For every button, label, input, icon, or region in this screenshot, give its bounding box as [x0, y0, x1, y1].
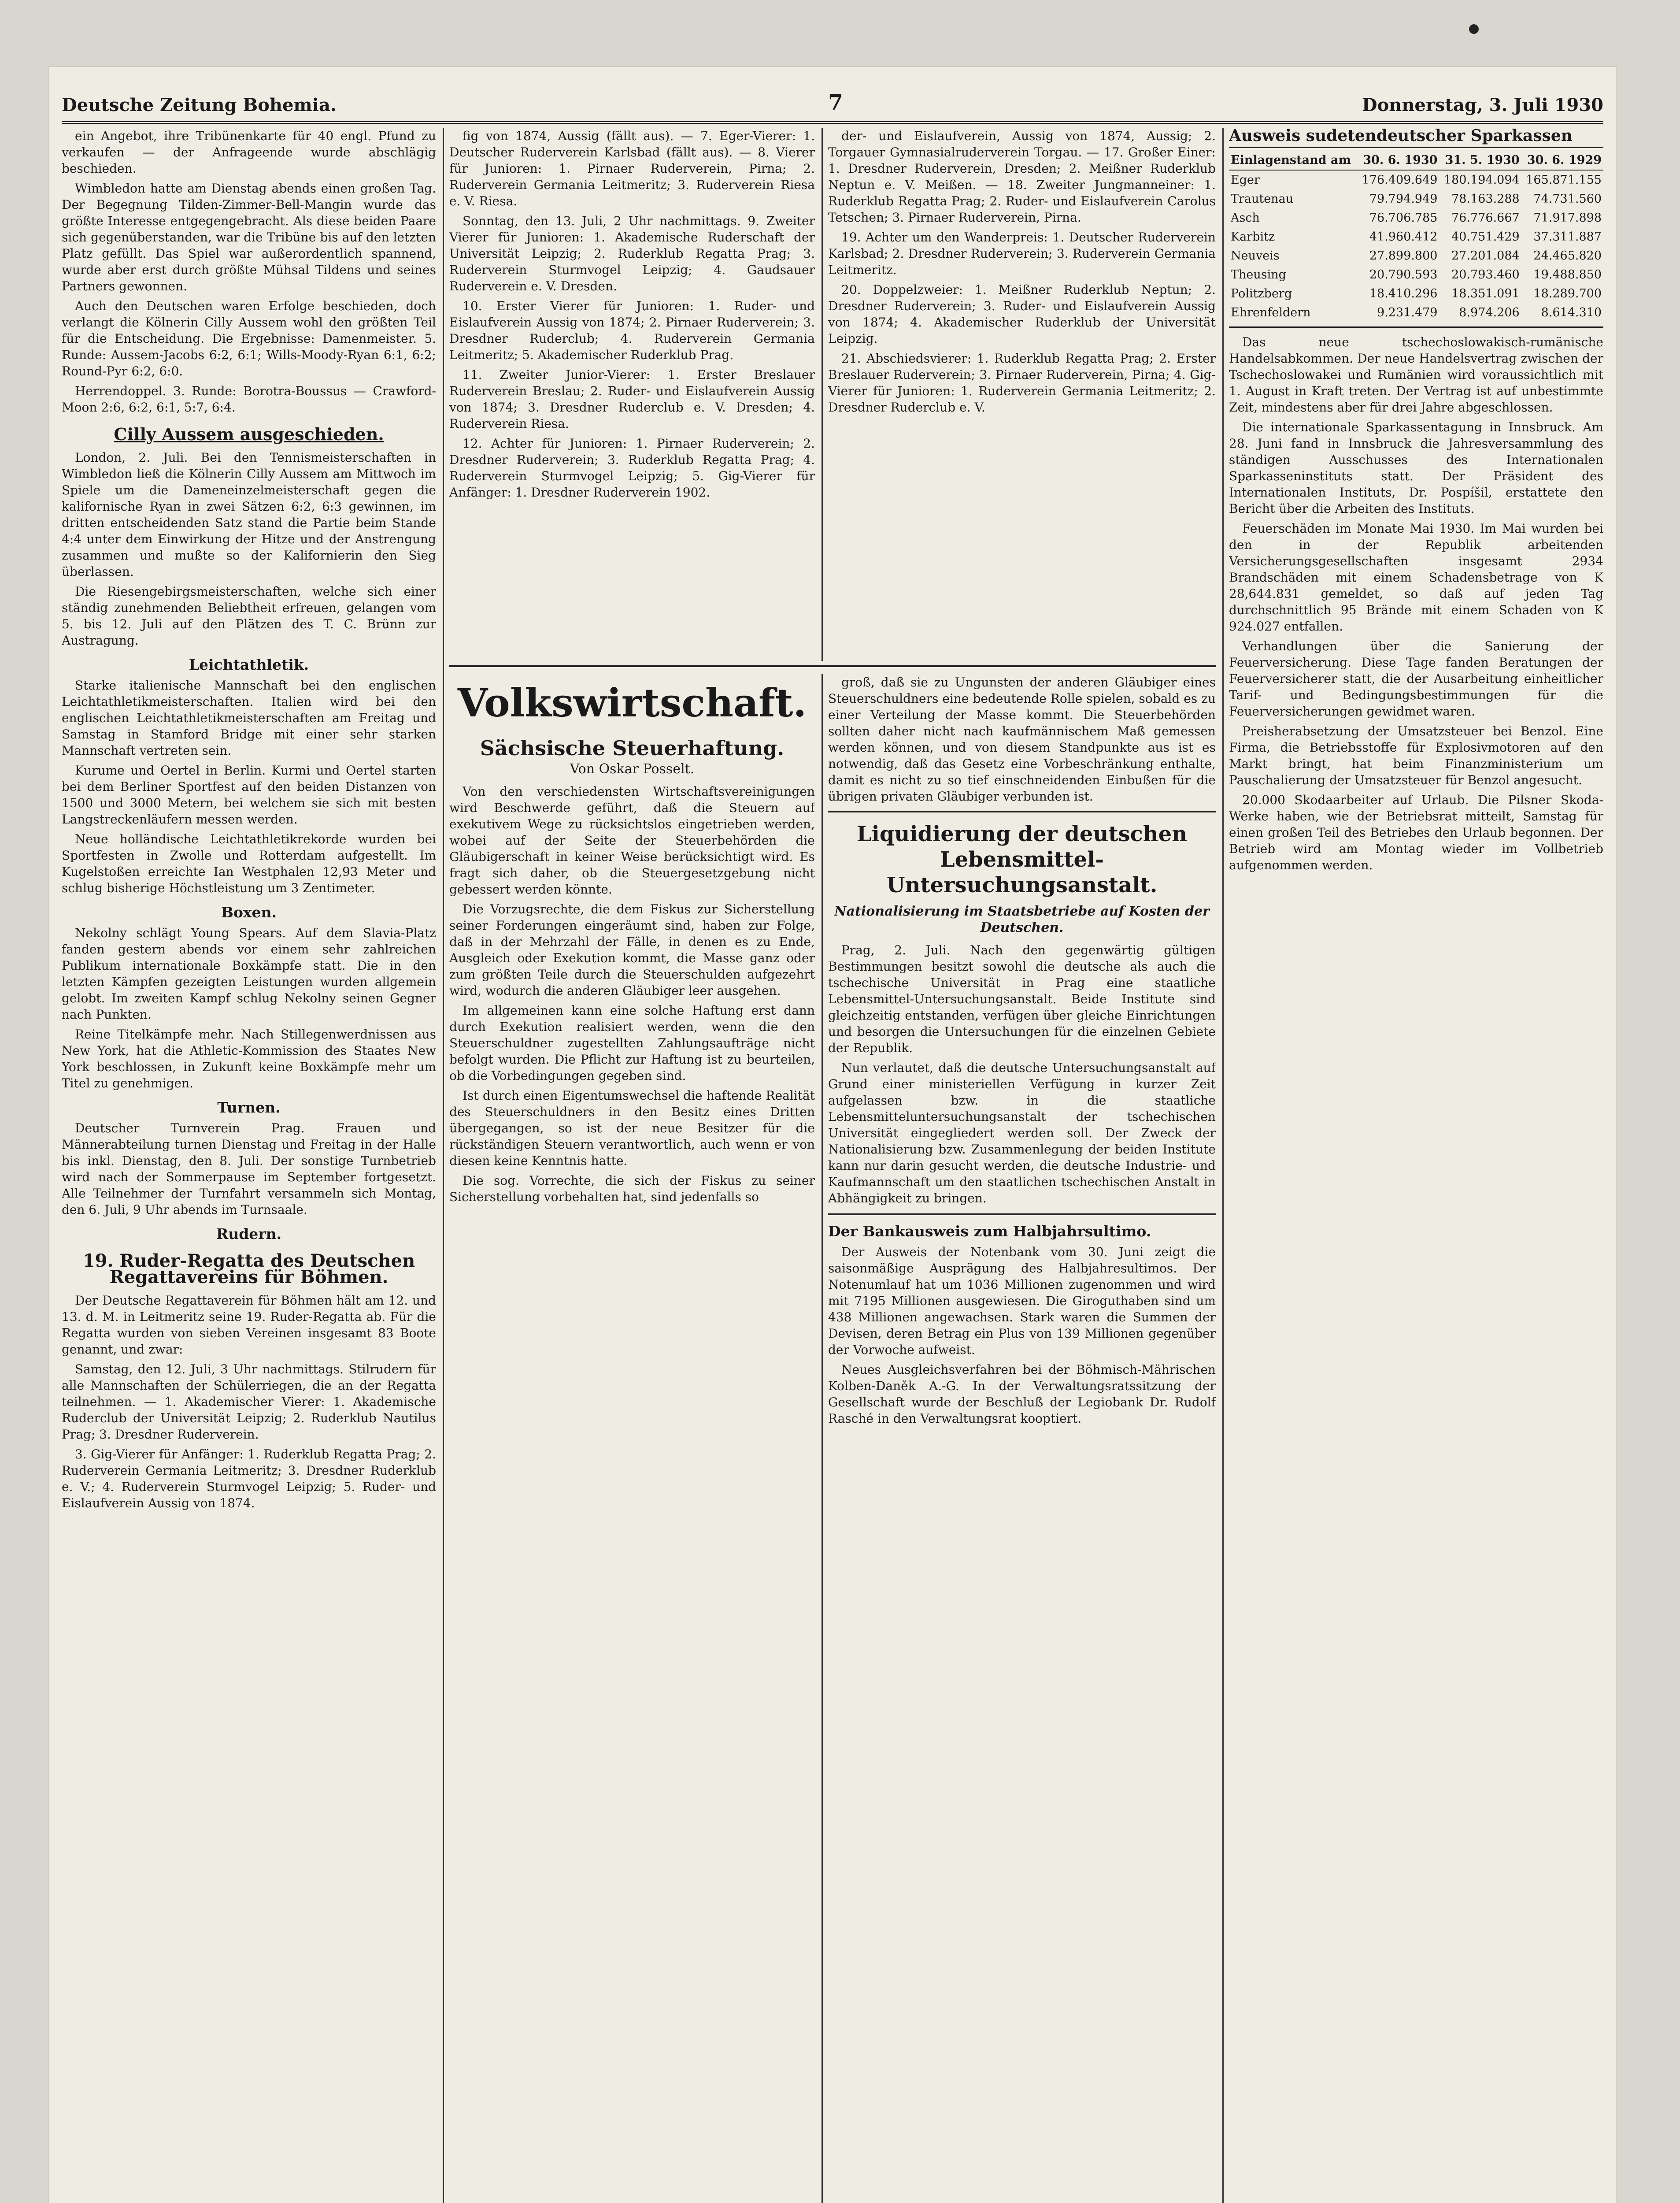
table-cell: 180.194.094	[1443, 173, 1520, 187]
section-heading-tennis: Cilly Aussem ausgeschieden.	[114, 424, 384, 444]
table-cell: 71.917.898	[1533, 211, 1602, 225]
table-cell: Trautenau	[1231, 192, 1294, 206]
column-economy	[449, 674, 815, 2203]
table-cell: 76.776.667	[1451, 211, 1520, 225]
column-rule	[821, 674, 823, 2203]
table-row	[1229, 189, 1603, 208]
masthead	[62, 90, 1603, 124]
column-economy-2	[828, 674, 1216, 2203]
column-header: 30. 6. 1930	[1357, 151, 1439, 170]
column-rule	[821, 128, 823, 661]
table-cell: 20.790.593	[1369, 268, 1438, 282]
table-cell: 18.351.091	[1451, 287, 1520, 300]
article-paragraph: Der Ausweis der Notenbank vom 30. Juni zeigt die saisonmäßige Ausprägung des Halbjahresultimos. Der Notenumlauf hat um 1036 Millionen zugenommen und wird mit 7195 Millionen ausgewiesen. Die Giroguthaben sind um 438 Millionen angewachsen. Stark waren die Summen der Devisen, deren Betrag ein Plus von 139 Millionen gegenüber der Vorwoche aufweist.	[828, 1245, 1216, 1357]
savings-table	[1229, 151, 1603, 322]
article-byline: Von Oskar Posselt.	[570, 761, 695, 777]
article-paragraph: Nekolny schlägt Young Spears. Auf dem Slavia-Platz fanden gestern abends vor einem sehr zahlreichen Publikum internationale Boxkämpfe statt. Die in den letzten Kämpfen gezeigten Leistungen wurden allgemein gelobt. Im zweiten Kampf schlug Nekolny seinen Gegner nach Punkten.	[62, 926, 436, 1022]
table-header-row	[1229, 151, 1603, 170]
regatta-headline: 19. Ruder-Regatta des Deutschen Regattavereins für Böhmen.	[82, 1250, 415, 1287]
article-paragraph: London, 2. Juli. Bei den Tennismeisterschaften in Wimbledon ließ die Kölnerin Cilly Aussem am Mittwoch im Spiele um die Dameneinzelmeisterschaft gegen die kalifornische Ryan in zwei Sätzen 6:2, 6:3 gewinnen, im dritten entscheidenden Satz stand die Partie beim Stande 4:4 unter dem Einwirkung der Hitze und der Anstrengung zusammen und mußte so der Kalifornierin den Sieg überlassen.	[62, 450, 436, 579]
article-paragraph: 20.000 Skodaarbeiter auf Urlaub. Die Pilsner Skoda-Werke haben, wie der Betriebsrat mitteilt, Samstag für einen großen Teil des Betriebes den Urlaub begonnen. Der Betrieb wird am Montag wieder im Vollbetrieb aufgenommen werden.	[1229, 793, 1603, 872]
table-cell: 18.289.700	[1533, 287, 1602, 300]
table-cell: 18.410.296	[1369, 287, 1438, 300]
column-header: 31. 5. 1930	[1439, 151, 1521, 170]
article-paragraph: Herrendoppel. 3. Runde: Borotra-Boussus — Crawford-Moon 2:6, 6:2, 6:1, 5:7, 6:4.	[62, 384, 436, 415]
section-heading-boxing: Boxen.	[221, 904, 277, 921]
column-header: Einlagenstand am	[1229, 151, 1357, 170]
table-row	[1229, 227, 1603, 246]
article-paragraph: Im allgemeinen kann eine solche Haftung erst dann durch Exekution realisiert werden, wenn die den Steuerschuldner zugestellten Zahlungsaufträge nicht befolgt wurden. Die Pflicht zur Haftung ist zu beurteilen, ob die Vorbedingungen gegeben sind.	[449, 1003, 815, 1083]
article-paragraph: Preisherabsetzung der Umsatzsteuer bei Benzol. Eine Firma, die Betriebsstoffe für Explosivmotoren auf den Markt bringt, hat beim Finanzministerium um Pauschalierung der Umsatzsteuer für Benzol angesucht.	[1229, 724, 1603, 787]
column-sports-2	[449, 128, 815, 661]
article-paragraph: Prag, 2. Juli. Nach den gegenwärtig gültigen Bestimmungen besitzt sowohl die deutsche als auch die tschechische Universität in Prag eine staatliche Lebensmittel-Untersuchungsanstalt. Beide Institute sind gleichzeitig entstanden, verfügen über gleiche Einrichtungen und besorgen die Untersuchungen für die einzelnen Gebiete der Republik.	[828, 943, 1216, 1055]
article-paragraph: Deutscher Turnverein Prag. Frauen und Männerabteilung turnen Dienstag und Freitag in der Halle bis inkl. Dienstag, den 8. Juli. Der sonstige Turnbetrieb wird nach der Sommerpause im September fortgesetzt. Alle Teilnehmer der Turnfahrt versammeln sich Montag, den 6. Juli, 9 Uhr abends im Turnsaale.	[62, 1121, 436, 1217]
article-paragraph: 11. Zweiter Junior-Vierer: 1. Erster Breslauer Ruderverein Breslau; 2. Ruder- und Eislaufverein Aussig von 1874; 3. Dresdner Ruderclub e. V. Dresden; 4. Ruderverein Riesa.	[449, 367, 815, 431]
table-cell: Eger	[1231, 173, 1260, 187]
article-paragraph: 20. Doppelzweier: 1. Meißner Ruderklub Neptun; 2. Dresdner Ruderverein; 3. Ruder- und Eislaufverein Aussig von 1874; 4. Akademischer Ruderklub der Universität Leipzig.	[828, 282, 1216, 346]
article-paragraph: Neue holländische Leichtathletikrekorde wurden bei Sportfesten in Zwolle und Rotterdam aufgestellt. Im Kugelstoßen erreichte Ian Westphalen 12,93 Meter und schlug bisherige Höchstleistung um 3 Zentimeter.	[62, 832, 436, 895]
page-number: 7	[828, 90, 843, 115]
section-headline-economy: Volkswirtschaft.	[457, 680, 807, 726]
table-cell: 78.163.288	[1451, 192, 1520, 206]
article-paragraph: Kurume und Oertel in Berlin. Kurmi und Oertel starten bei dem Berliner Sportfest auf den beiden Distanzen von 1500 und 3000 Metern, bei welchem sie sich mit besten Langstreckenläufern messen werden.	[62, 763, 436, 827]
article-paragraph: Samstag, den 12. Juli, 3 Uhr nachmittags. Stilrudern für alle Mannschaften der Schülerriegen, die an der Regatta teilnehmen. — 1. Akademischer Vierer: 1. Akademische Ruderclub der Universität Leipzig; 2. Ruderklub Nautilus Prag; 3. Dresdner Ruderverein.	[62, 1362, 436, 1442]
table-cell: 79.794.949	[1369, 192, 1438, 206]
article-paragraph: Die sog. Vorrechte, die sich der Fiskus zu seiner Sicherstellung vorbehalten hat, sind jedenfalls so	[449, 1173, 815, 1204]
column-sports-3	[828, 128, 1216, 661]
column-rule	[443, 128, 444, 2203]
column-economy-right	[1229, 128, 1603, 2203]
newspaper-page	[48, 66, 1617, 2203]
table-cell: 165.871.155	[1526, 173, 1602, 187]
article-paragraph: Nun verlautet, daß die deutsche Untersuchungsanstalt auf Grund einer ministeriellen Verfügung in kurzer Zeit aufgelassen bzw. in die staatliche Lebensmitteluntersuchungsanstalt der tschechischen Universität eingegliedert werden soll. Der Zweck der Nationalisierung bzw. Zusammenlegung der beiden Institute kann nur darin gesucht werden, die deutsche Industrie- und Kaufmannschaft um den staatlichen tschechischen Anstalt in Abhängigkeit zu bringen.	[828, 1061, 1216, 1205]
table-cell: Asch	[1231, 211, 1260, 225]
paper-name: Deutsche Zeitung Bohemia.	[62, 95, 337, 115]
article-paragraph: 21. Abschiedsvierer: 1. Ruderklub Regatta Prag; 2. Erster Breslauer Ruderverein; 3. Pirnaer Ruderverein, Pirna; 4. Gig-Vierer für Junioren: 1. Ruderverein Germania Leitmeritz; 2. Dresdner Ruderclub e. V.	[828, 351, 1216, 415]
article-paragraph: der- und Eislaufverein, Aussig von 1874, Aussig; 2. Torgauer Gymnasialruderverein Torgau. — 17. Großer Einer: 1. Dresdner Ruderverein, Dresden; 2. Meißner Ruderklub Neptun e. V. Meißen. — 18. Zweiter Jungmanneiner: 1. Ruderklub Regatta Prag; 2. Ruder- und Eislaufverein Carolus Tetschen; 3. Pirnaer Ruderverein, Pirna.	[828, 129, 1216, 225]
article-paragraph: Auch den Deutschen waren Erfolge beschieden, doch verlangt die Kölnerin Cilly Aussem wohl den größten Teil für die Entscheidung. Die Ergebnisse: Damenmeister. 5. Runde: Aussem-Jacobs 6:2, 6:1; Wills-Moody-Ryan 6:1, 6:2; Round-Pyr 6:2, 6:0.	[62, 299, 436, 378]
table-row	[1229, 246, 1603, 265]
column-header: 30. 6. 1929	[1521, 151, 1603, 170]
article-paragraph: 12. Achter für Junioren: 1. Pirnaer Ruderverein; 2. Dresdner Ruderverein; 3. Ruderklub Regatta Prag; 4. Ruderverein Sturmvogel Leipzig; 5. Gig-Vierer für Anfänger: 1. Dresdner Ruderverein 1902.	[449, 436, 815, 500]
table-cell: 176.409.649	[1362, 173, 1438, 187]
table-row	[1229, 303, 1603, 322]
table-cell: Politzberg	[1231, 287, 1292, 300]
table-cell: 20.793.460	[1451, 268, 1520, 282]
table-cell: 27.899.800	[1369, 249, 1438, 263]
article-title: Liquidierung der deutschen Lebensmittel-Untersuchungsanstalt.	[856, 822, 1188, 898]
table-title: Ausweis sudetendeutscher Sparkassen	[1229, 128, 1603, 148]
table-row	[1229, 170, 1603, 189]
table-cell: 76.706.785	[1369, 211, 1438, 225]
table-row	[1229, 208, 1603, 227]
table-cell: 37.311.887	[1533, 230, 1602, 244]
table-row	[1229, 284, 1603, 303]
table-cell: Neuveis	[1231, 249, 1280, 263]
article-paragraph: Ist durch einen Eigentumswechsel die haftende Realität des Steuerschuldners in den Besitz eines Dritten übergegangen, so ist der neue Besitzer für die rückständigen Steuern verantwortlich, auch wenn er von diesen keine Kenntnis hatte.	[449, 1088, 815, 1168]
article-paragraph: ein Angebot, ihre Tribünenkarte für 40 engl. Pfund zu verkaufen — der Anfrageende wurde abschlägig beschieden.	[62, 129, 436, 176]
article-paragraph: Von den verschiedensten Wirtschaftsvereinigungen wird Beschwerde geführt, daß die Steuern auf exekutivem Wege zu rücksichtslos eingetrieben werden, wobei auf der Seite der Steuerbehörden die Gläubigerschaft in keiner Weise berücksichtigt wird. Es fragt sich daher, ob die Steuergesetzgebung nicht gebessert werden könnte.	[449, 784, 815, 897]
table-cell: 8.614.310	[1541, 306, 1602, 319]
table-cell: 19.488.850	[1533, 268, 1602, 282]
article-paragraph: Starke italienische Mannschaft bei den englischen Leichtathletikmeisterschaften. Italien wird bei den englischen Leichtathletikmeisterschaften am Freitag und Samstag in Stamford Bridge mit einer sehr starken Mannschaft vertreten sein.	[62, 678, 436, 758]
table-cell: 8.974.206	[1459, 306, 1520, 319]
article-paragraph: Die Riesengebirgsmeisterschaften, welche sich einer ständig zunehmenden Beliebtheit erfreuen, gelangen vom 5. bis 12. Juli auf den Plätzen des T. C. Brünn zur Austragung.	[62, 584, 436, 648]
issue-date: Donnerstag, 3. Juli 1930	[1362, 95, 1603, 115]
section-heading-gymnastics: Turnen.	[217, 1099, 281, 1116]
table-cell: 27.201.084	[1451, 249, 1520, 263]
article-subtitle: Nationalisierung im Staatsbetriebe auf Kosten der Deutschen.	[834, 904, 1210, 935]
article-paragraph: Verhandlungen über die Sanierung der Feuerversicherung. Diese Tage fanden Beratungen der Feuerversicherer statt, die der Ausarbeitung einheitlicher Tarif- und Bedingungsbestimmungen für die Feuerversicherungen gewidmet waren.	[1229, 639, 1603, 719]
article-paragraph: 10. Erster Vierer für Junioren: 1. Ruder- und Eislaufverein Aussig von 1874; 2. Pirnaer Ruderverein; 3. Dresdner Ruderclub; 4. Ruderverein Germania Leitmeritz; 5. Akademischer Ruderklub Prag.	[449, 299, 815, 362]
article-paragraph: Neues Ausgleichsverfahren bei der Böhmisch-Mährischen Kolben-Daněk A.-G. In der Verwaltungsratssitzung der Gesellschaft wurde der Beschluß der Legiobank Dr. Rudolf Rasché in den Verwaltungsrat kooptiert.	[828, 1362, 1216, 1426]
table-row	[1229, 265, 1603, 284]
article-paragraph: 3. Gig-Vierer für Anfänger: 1. Ruderklub Regatta Prag; 2. Ruderverein Germania Leitmeritz; 3. Dresdner Ruderklub e. V.; 4. Ruderverein Sturmvogel Leipzig; 5. Ruder- und Eislaufverein Aussig von 1874.	[62, 1447, 436, 1510]
column-sports-1	[62, 128, 436, 2203]
table-cell: Ehrenfeldern	[1231, 306, 1311, 319]
section-heading-athletics: Leichtathletik.	[189, 656, 309, 673]
section-divider	[449, 665, 1216, 667]
table-cell: 40.751.429	[1451, 230, 1520, 244]
article-paragraph: Reine Titelkämpfe mehr. Nach Stillegenwerdnissen aus New York, hat die Athletic-Kommission des Staates New York beschlossen, in Zukunft keine Boxkämpfe mehr um Titel zu genehmigen.	[62, 1027, 436, 1090]
table-cell: Karbitz	[1231, 230, 1275, 244]
table-cell: 24.465.820	[1533, 249, 1602, 263]
article-paragraph: Der Deutsche Regattaverein für Böhmen hält am 12. und 13. d. M. in Leitmeritz seine 19. Ruder-Regatta ab. Für die Regatta wurden von sieben Vereinen insgesamt 83 Boote genannt, und zwar:	[62, 1293, 436, 1357]
table-cell: Theusing	[1231, 268, 1286, 282]
punch-hole-mark	[1469, 24, 1479, 34]
article-paragraph: Sonntag, den 13. Juli, 2 Uhr nachmittags. 9. Zweiter Vierer für Junioren: 1. Akademische Ruderschaft der Universität Leipzig; 2. Ruderklub Regatta Prag; 3. Ruderverein Sturmvogel Leipzig; 4. Gaudsauer Ruderverein e. V. Dresden.	[449, 214, 815, 293]
article-paragraph: Feuerschäden im Monate Mai 1930. Im Mai wurden bei den in der Republik arbeitenden Versicherungsgesellschaften insgesamt 2934 Brandschäden mit einem Schadensbetrage von K 28,644.831 gemeldet, so daß auf jeden Tag durchschnittlich 95 Brände mit einem Schaden von K 924.027 entfallen.	[1229, 521, 1603, 634]
table-cell: 9.231.479	[1377, 306, 1438, 319]
section-heading-rowing: Rudern.	[216, 1225, 282, 1242]
article-title: Der Bankausweis zum Halbjahrsultimo.	[828, 1223, 1151, 1240]
column-rule	[1222, 128, 1224, 2203]
article-paragraph: fig von 1874, Aussig (fällt aus). — 7. Eger-Vierer: 1. Deutscher Ruderverein Karlsbad (fällt aus). — 8. Vierer für Junioren: 1. Pirnaer Ruderverein, Pirna; 2. Ruderverein Germania Leitmeritz; 3. Ruderverein Riesa e. V. Riesa.	[449, 129, 815, 208]
table-cell: 41.960.412	[1369, 230, 1438, 244]
article-paragraph: 19. Achter um den Wanderpreis: 1. Deutscher Ruderverein Karlsbad; 2. Dresdner Ruderverein; 3. Ruderverein Germania Leitmeritz.	[828, 230, 1216, 277]
table-cell: 74.731.560	[1533, 192, 1602, 206]
article-paragraph: Wimbledon hatte am Dienstag abends einen großen Tag. Der Begegnung Tilden-Zimmer-Bell-Mangin wurde das größte Interesse entgegengebracht. Als diese beiden Paare sich gegenüberstanden, war die Tribüne bis auf den letzten Platz gefüllt. Das Spiel war außerordentlich spannend, wurde aber erst durch größte Mühsal Tildens und seines Partners gewonnen.	[62, 181, 436, 293]
article-title: Sächsische Steuerhaftung.	[480, 736, 784, 760]
article-paragraph: Die internationale Sparkassentagung in Innsbruck. Am 28. Juni fand in Innsbruck die Jahresversammlung des ständigen Ausschusses des Internationalen Sparkasseninstituts statt. Der Präsident des Internationalen Instituts, Dr. Pospíšil, erstattete den Bericht über die Arbeiten des Instituts.	[1229, 420, 1603, 516]
article-paragraph: groß, daß sie zu Ungunsten der anderen Gläubiger eines Steuerschuldners eine bedeutende Rolle spielen, sobald es zu einer Verteilung der Masse kommt. Die Steuerbehörden sollten daher nicht nach kaufmännischem Maß gemessen werden können, und von diesem Standpunkte aus ist es notwendig, daß das Gesetz eine Vorbeschränkung enthalte, damit es nicht zu so tief einschneidenden Einbußen für die übrigen privaten Gläubiger verbunden ist.	[828, 675, 1216, 804]
article-paragraph: Das neue tschechoslowakisch-rumänische Handelsabkommen. Der neue Handelsvertrag zwischen der Tschechoslowakei und Rumänien wird voraussichtlich mit 1. August in Kraft treten. Der Vertrag ist auf unbestimmte Zeit, mindestens aber für drei Jahre abgeschlossen.	[1229, 335, 1603, 415]
article-paragraph: Die Vorzugsrechte, die dem Fiskus zur Sicherstellung seiner Forderungen eingeräumt sind, haben zur Folge, daß in der Mehrzahl der Fälle, in denen es zu Ende, Ausgleich oder Exekution kommt, die Masse ganz oder zum größten Teile durch die Steuerschulden aufgezehrt wird, wodurch die anderen Gläubiger leer ausgehen.	[449, 902, 815, 998]
